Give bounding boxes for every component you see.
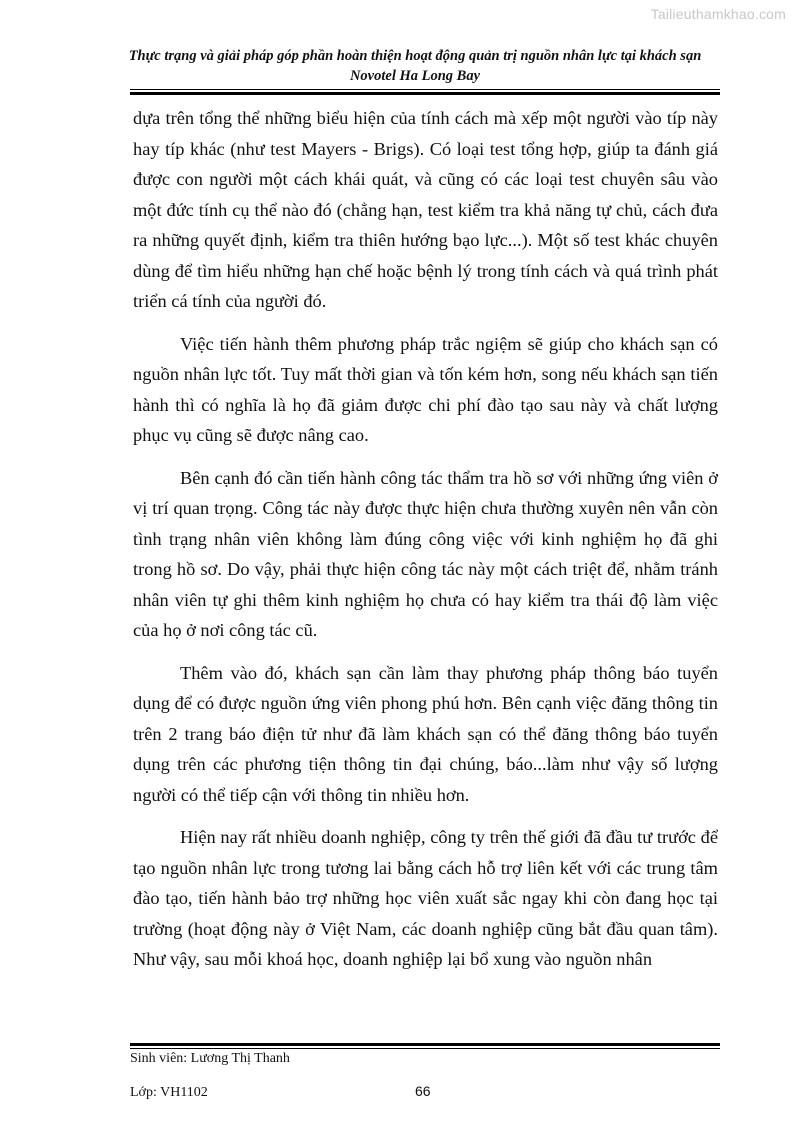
footer-student: Sinh viên: Lương Thị Thanh — [130, 1051, 290, 1066]
paragraph-1: dựa trên tổng thể những biểu hiện của tính cách mà xếp một người vào típ này hay típ khác (như test Mayers - Brigs). Có loại test tổng hợp, giúp ta đánh giá được con người một cách khái quát, và cũng có các loại test chuyên sâu vào một đức tính cụ thể nào đó (chẳng hạn, test kiểm tra khả năng tự chủ, cách đưa ra những quyết định, kiểm tra thiên hướng bạo lực...). Một số test khác chuyên dùng để tìm hiểu những hạn chế hoặc bệnh lý trong tính cách và quá trình phát triển cá tính của người đó. — [133, 108, 718, 311]
paragraph-5: Hiện nay rất nhiều doanh nghiệp, công ty trên thế giới đã đầu tư trước để tạo nguồn nhân lực trong tương lai bằng cách hỗ trợ liên kết với các trung tâm đào tạo, tiến hành bảo trợ những học viên xuất sắc ngay khi còn đang học tại trường (hoạt động này ở Việt Nam, các doanh nghiệp cũng bắt đầu quan tâm). Như vậy, sau mỗi khoá học, doanh nghiệp lại bổ xung vào nguồn nhân — [133, 827, 718, 969]
footer-divider — [130, 1043, 720, 1049]
page-header — [110, 46, 720, 86]
header-title-line2: Novotel Ha Long Bay — [349, 68, 481, 84]
paragraph-3: Bên cạnh đó cần tiến hành công tác thẩm tra hồ sơ với những ứng viên ở vị trí quan trọng. Công tác này được thực hiện chưa thường xuyên nên vẫn còn tình trạng nhân viên không làm đúng công việc với kinh nghiệm họ đã ghi trong hồ sơ. Do vậy, phải thực hiện công tác này một cách triệt để, nhằm tránh nhân viên tự ghi thêm kinh nghiệm họ chưa có hay kiểm tra thái độ làm việc của họ ở nơi công tác cũ. — [133, 467, 718, 640]
paragraph-2: Việc tiến hành thêm phương pháp trắc ngiệm sẽ giúp cho khách sạn có nguồn nhân lực tốt. Tuy mất thời gian và tốn kém hơn, song nếu khách sạn tiến hành thì có nghĩa là họ đã giảm được chi phí đào tạo sau này và chất lượng phục vụ cũng sẽ được nâng cao. — [133, 333, 718, 445]
document-body — [133, 103, 718, 987]
header-title-line1: Thực trạng và giải pháp góp phần hoàn thiện hoạt động quản trị nguồn nhân lực tại khách sạn — [128, 48, 702, 64]
watermark: Tailieuthamkhao.com — [650, 6, 786, 22]
header-divider — [130, 89, 720, 95]
paragraph-4: Thêm vào đó, khách sạn cần làm thay phương pháp thông báo tuyển dụng để có được nguồn ứng viên phong phú hơn. Bên cạnh việc đăng thông tin trên 2 trang báo điện tử như đã làm khách sạn có thể đăng thông báo tuyển dụng trên các phương tiện thông tin đại chúng, báo...làm như vậy số lượng người có thể tiếp cận với thông tin nhiều hơn. — [133, 662, 718, 805]
footer-class: Lớp: VH1102 — [130, 1085, 208, 1100]
page-number: 66 — [415, 1083, 431, 1099]
